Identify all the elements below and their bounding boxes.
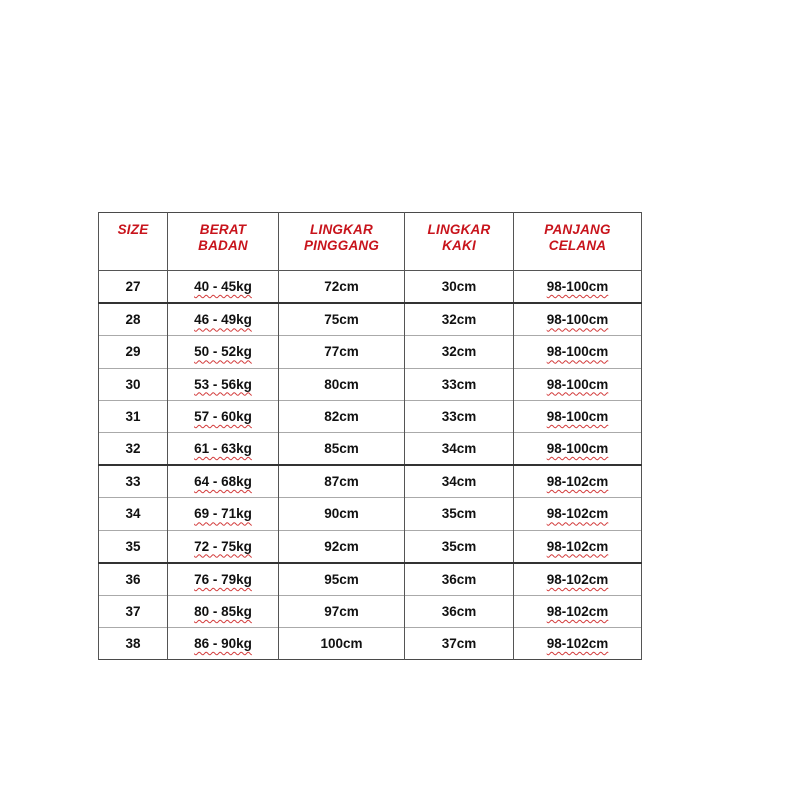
cell-lingkar-pinggang [279,530,405,563]
cell-lingkar-kaki [405,303,514,336]
cell-size-value: 33 [125,474,141,490]
table-row [99,595,642,627]
cell-berat-badan [168,595,279,627]
cell-lingkar-pinggang-value: 92cm [324,538,359,554]
table-row [99,368,642,400]
cell-panjang-celana [514,498,642,530]
cell-lingkar-kaki-value: 34cm [441,474,477,490]
cell-lingkar-pinggang-value: 87cm [324,474,359,490]
cell-panjang-celana [514,595,642,627]
cell-size [99,271,168,304]
cell-berat-badan [168,432,279,465]
table-row [99,400,642,432]
cell-size [99,498,168,530]
cell-lingkar-kaki-value: 36cm [441,603,477,619]
cell-size-value: 31 [125,408,141,424]
header-label-line1: PANJANG [544,222,611,237]
cell-berat-badan [168,368,279,400]
cell-lingkar-pinggang [279,465,405,498]
cell-panjang-celana-value: 98-102cm [546,636,609,652]
cell-berat-badan-value: 76 - 79kg [194,571,252,587]
cell-lingkar-kaki-value: 32cm [441,344,477,360]
cell-panjang-celana [514,563,642,596]
cell-lingkar-pinggang [279,336,405,368]
cell-lingkar-kaki-value: 33cm [441,408,477,424]
cell-size-value: 32 [125,441,141,457]
header-berat-badan [168,213,279,271]
cell-berat-badan [168,563,279,596]
cell-lingkar-pinggang-value: 95cm [324,571,359,587]
cell-panjang-celana [514,465,642,498]
header-size-label: SIZE [117,222,149,237]
cell-lingkar-pinggang [279,628,405,660]
cell-lingkar-kaki [405,563,514,596]
cell-panjang-celana-value: 98-100cm [546,408,609,424]
cell-berat-badan-value: 57 - 60kg [194,408,252,424]
cell-lingkar-kaki [405,271,514,304]
header-label-line1: LINGKAR [310,222,373,237]
cell-lingkar-kaki [405,368,514,400]
cell-lingkar-kaki [405,465,514,498]
cell-panjang-celana [514,368,642,400]
size-chart-table [98,212,642,660]
cell-berat-badan [168,465,279,498]
table-row [99,271,642,304]
cell-berat-badan [168,271,279,304]
cell-size-value: 38 [125,636,141,652]
cell-size [99,368,168,400]
cell-lingkar-pinggang [279,595,405,627]
table-body [99,271,642,660]
table-row [99,432,642,465]
cell-panjang-celana [514,271,642,304]
cell-panjang-celana-value: 98-100cm [546,344,609,360]
cell-size-value: 29 [125,344,141,360]
cell-panjang-celana [514,336,642,368]
cell-size [99,432,168,465]
cell-berat-badan-value: 40 - 45kg [194,279,252,295]
cell-size-value: 34 [125,506,141,522]
header-lingkar-pinggang [279,213,405,271]
cell-panjang-celana [514,530,642,563]
cell-lingkar-kaki [405,595,514,627]
cell-berat-badan-value: 50 - 52kg [194,344,252,360]
cell-berat-badan [168,303,279,336]
cell-lingkar-kaki-value: 32cm [441,312,477,328]
cell-size-value: 27 [125,279,141,295]
cell-lingkar-pinggang [279,432,405,465]
cell-size [99,595,168,627]
cell-lingkar-pinggang-value: 77cm [324,344,359,360]
cell-lingkar-pinggang-value: 90cm [324,506,359,522]
cell-lingkar-kaki [405,498,514,530]
cell-panjang-celana-value: 98-100cm [546,279,609,295]
cell-lingkar-pinggang [279,368,405,400]
cell-lingkar-kaki [405,628,514,660]
cell-size [99,530,168,563]
table-row [99,628,642,660]
cell-berat-badan-value: 80 - 85kg [194,603,252,619]
header-size [99,213,168,271]
cell-lingkar-kaki-value: 33cm [441,376,477,392]
cell-lingkar-kaki [405,530,514,563]
header-label-line2: BADAN [198,238,248,253]
cell-berat-badan [168,400,279,432]
cell-size-value: 36 [125,571,141,587]
cell-size [99,336,168,368]
cell-panjang-celana-value: 98-100cm [546,441,609,457]
cell-panjang-celana [514,303,642,336]
cell-lingkar-kaki-value: 35cm [441,538,477,554]
table-row [99,303,642,336]
table-row [99,336,642,368]
header-lingkar-kaki [405,213,514,271]
cell-size-value: 35 [125,538,141,554]
cell-panjang-celana-value: 98-102cm [546,571,609,587]
cell-panjang-celana-value: 98-100cm [546,312,609,328]
cell-berat-badan [168,498,279,530]
cell-panjang-celana-value: 98-102cm [546,506,609,522]
cell-berat-badan [168,530,279,563]
cell-lingkar-kaki [405,432,514,465]
cell-berat-badan-value: 72 - 75kg [194,538,252,554]
cell-size [99,400,168,432]
header-label-line2: PINGGANG [303,238,380,253]
cell-size [99,563,168,596]
cell-panjang-celana-value: 98-102cm [546,474,609,490]
header-panjang-celana [514,213,642,271]
table-row [99,563,642,596]
cell-lingkar-kaki [405,400,514,432]
cell-lingkar-pinggang [279,271,405,304]
cell-berat-badan-value: 53 - 56kg [194,376,252,392]
cell-lingkar-pinggang [279,498,405,530]
cell-lingkar-kaki [405,336,514,368]
cell-lingkar-kaki-value: 36cm [441,571,477,587]
cell-lingkar-pinggang-value: 80cm [324,376,359,392]
cell-lingkar-pinggang [279,400,405,432]
cell-lingkar-kaki-value: 34cm [441,441,477,457]
header-label-line1: LINGKAR [427,222,491,237]
cell-size [99,628,168,660]
cell-size [99,303,168,336]
cell-panjang-celana [514,628,642,660]
header-label-line2: CELANA [548,238,607,253]
header-label-line2: KAKI [442,238,476,253]
cell-berat-badan-value: 46 - 49kg [194,312,252,328]
cell-panjang-celana-value: 98-102cm [546,538,609,554]
table-row [99,498,642,530]
cell-size [99,465,168,498]
cell-lingkar-kaki-value: 35cm [441,506,477,522]
cell-panjang-celana [514,432,642,465]
header-row [99,213,642,271]
cell-lingkar-pinggang [279,563,405,596]
cell-lingkar-pinggang-value: 82cm [324,408,359,424]
cell-size-value: 37 [125,603,141,619]
cell-berat-badan-value: 69 - 71kg [194,506,252,522]
cell-panjang-celana-value: 98-102cm [546,603,609,619]
cell-berat-badan-value: 61 - 63kg [194,441,252,457]
cell-lingkar-pinggang [279,303,405,336]
cell-lingkar-pinggang-value: 72cm [324,279,359,295]
header-label-line1: BERAT [199,222,247,237]
table-row [99,530,642,563]
cell-berat-badan [168,628,279,660]
cell-lingkar-pinggang-value: 75cm [324,312,359,328]
table-row [99,465,642,498]
cell-lingkar-pinggang-value: 100cm [320,636,363,652]
cell-panjang-celana [514,400,642,432]
cell-size-value: 28 [125,312,141,328]
cell-berat-badan-value: 86 - 90kg [194,636,252,652]
cell-size-value: 30 [125,376,141,392]
cell-lingkar-kaki-value: 37cm [441,636,477,652]
cell-lingkar-pinggang-value: 97cm [324,603,359,619]
cell-panjang-celana-value: 98-100cm [546,376,609,392]
cell-lingkar-pinggang-value: 85cm [324,441,359,457]
cell-berat-badan [168,336,279,368]
cell-lingkar-kaki-value: 30cm [441,279,477,295]
table-header [99,213,642,271]
cell-berat-badan-value: 64 - 68kg [194,474,252,490]
